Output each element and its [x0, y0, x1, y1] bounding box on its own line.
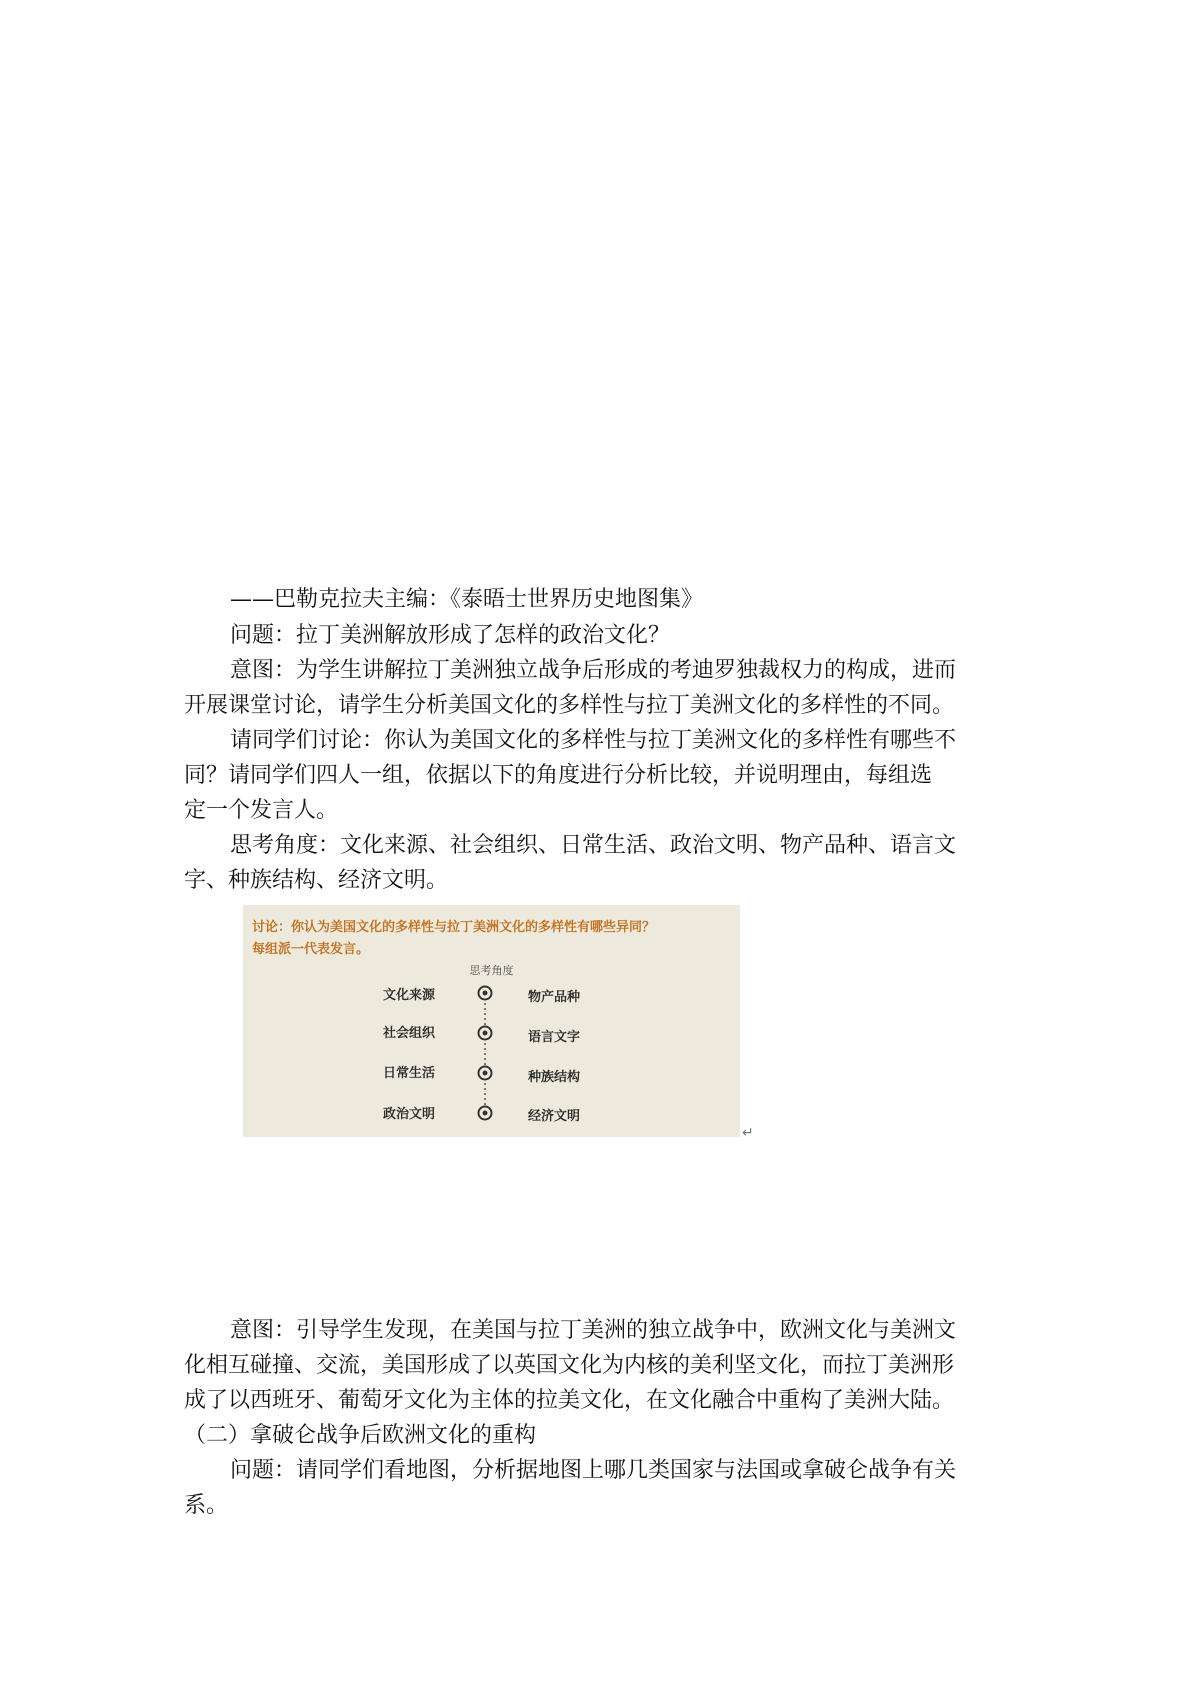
figure-connector: [243, 905, 740, 1137]
discussion-line-1: 请同学们讨论：你认为美国文化的多样性与拉丁美洲文化的多样性有哪些不: [230, 728, 957, 753]
angle-right-3: 种族结构: [528, 1070, 581, 1085]
source-citation: ——巴勒克拉夫主编：《泰晤士世界历史地图集》: [230, 587, 704, 612]
angle-right-4: 经济文明: [528, 1109, 581, 1124]
intent-1-line-1: 意图：为学生讲解拉丁美洲独立战争后形成的考迪罗独裁权力的构成，进而: [230, 658, 957, 683]
angle-left-1: 文化来源: [383, 988, 436, 1003]
angles-line-2: 字、种族结构、经济文明。: [184, 868, 449, 893]
angle-left-2: 社会组织: [383, 1026, 436, 1041]
question-1: 问题：拉丁美洲解放形成了怎样的政治文化？: [230, 623, 671, 648]
question-2-line-2: 系。: [184, 1493, 229, 1518]
angles-line-1: 思考角度：文化来源、社会组织、日常生活、政治文明、物产品种、语言文: [230, 833, 957, 858]
angle-right-2: 语言文字: [528, 1030, 581, 1045]
intent-2-line-3: 成了以西班牙、葡萄牙文化为主体的拉美文化，在文化融合中重构了美洲大陆。: [184, 1388, 955, 1413]
figure-title-line-1: 讨论：你认为美国文化的多样性与拉丁美洲文化的多样性有哪些异同？: [252, 920, 656, 935]
angle-left-3: 日常生活: [383, 1066, 436, 1081]
connector-node-2: [479, 1027, 492, 1040]
connector-node-3: [479, 1067, 492, 1080]
figure-subtitle: 思考角度: [469, 964, 514, 977]
intent-2-line-1: 意图：引导学生发现，在美国与拉丁美洲的独立战争中，欧洲文化与美洲文: [230, 1318, 957, 1343]
discussion-figure: [243, 905, 740, 1137]
angle-left-4: 政治文明: [383, 1107, 436, 1122]
section-heading-2: （二）拿破仑战争后欧洲文化的重构: [184, 1423, 537, 1448]
paragraph-mark-icon: ↵: [742, 1125, 754, 1141]
figure-title-line-2: 每组派一代表发言。: [252, 942, 370, 957]
connector-node-4: [479, 1107, 492, 1120]
question-2-line-1: 问题：请同学们看地图，分析据地图上哪几类国家与法国或拿破仑战争有关: [230, 1458, 957, 1483]
discussion-line-3: 定一个发言人。: [184, 798, 339, 823]
intent-1-line-2: 开展课堂讨论，请学生分析美国文化的多样性与拉丁美洲文化的多样性的不同。: [184, 693, 955, 718]
intent-2-line-2: 化相互碰撞、交流，美国形成了以英国文化为内核的美利坚文化，而拉丁美洲形: [184, 1353, 955, 1378]
angle-right-1: 物产品种: [528, 990, 581, 1005]
connector-node-1: [479, 987, 492, 1000]
discussion-line-2: 同？请同学们四人一组，依据以下的角度进行分析比较，并说明理由，每组选: [184, 763, 933, 788]
